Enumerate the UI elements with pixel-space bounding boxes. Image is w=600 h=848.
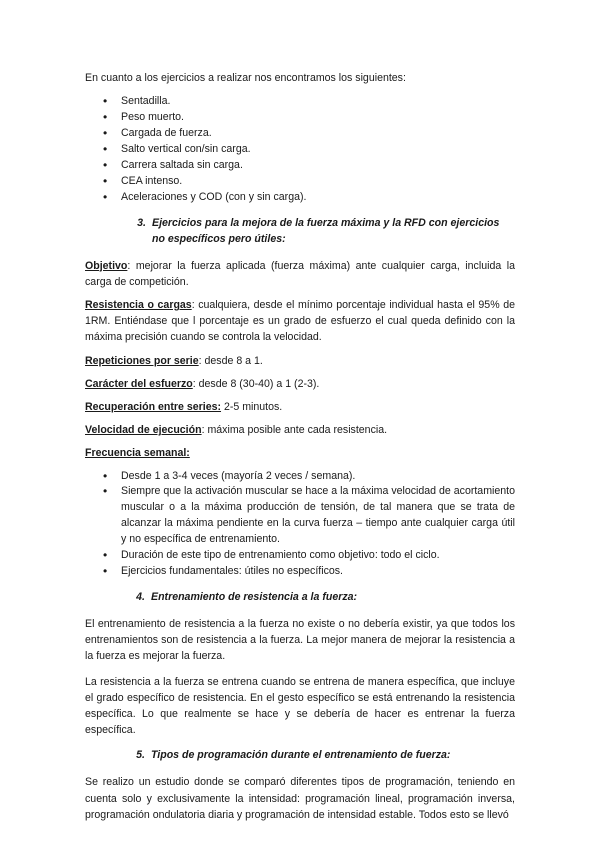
repeticiones-label: Repeticiones por serie bbox=[85, 354, 199, 367]
caracter-text: : desde 8 (30-40) a 1 (2-3). bbox=[192, 377, 320, 390]
list-item: • Cargada de fuerza. bbox=[103, 126, 515, 142]
document-page bbox=[85, 70, 515, 832]
list-item: • Peso muerto. bbox=[103, 110, 515, 126]
velocidad-text: : máxima posible ante cada resistencia. bbox=[201, 424, 388, 437]
frequency-list bbox=[85, 469, 515, 580]
section-number: 5. bbox=[136, 749, 145, 762]
exercise-list bbox=[85, 94, 515, 205]
section-5-paragraph: Se realizo un estudio donde se comparó diferentes tipos de programación, teniendo en cuenta solo y exclusivamente la intensidad: programación lineal, programación inversa, programación ondulatoria diaria y programación de intensidad estable. Todos esto se llevó bbox=[85, 776, 515, 821]
section-number: 3. bbox=[137, 216, 146, 229]
velocidad-paragraph bbox=[85, 422, 515, 438]
resistencia-text: : cualquiera, desde el mínimo porcentaje individual hasta el 95% de 1RM. Entiéndase que l porcentaje es un grado de esfuerzo el cual queda definido con la máxima precisión cuando se controla la velocidad. bbox=[85, 298, 515, 344]
section-4-paragraph: El entrenamiento de resistencia a la fuerza no existe o no debería existir, ya que todos los entrenamientos son de resistencia a la fuerza. La mejor manera de mejorar la resistencia a la fuerza es mejorar la fuerza. bbox=[85, 617, 515, 663]
list-item: • Duración de este tipo de entrenamiento como objetivo: todo el ciclo. bbox=[103, 548, 515, 564]
objetivo-paragraph bbox=[85, 258, 515, 290]
recuperacion-text: 2-5 minutos. bbox=[221, 400, 283, 413]
caracter-paragraph bbox=[85, 376, 515, 392]
velocidad-label: Velocidad de ejecución bbox=[85, 424, 202, 437]
recuperacion-label: Recuperación entre series: bbox=[85, 400, 222, 413]
frecuencia-label: Frecuencia semanal: bbox=[85, 447, 190, 460]
section-4-paragraph: La resistencia a la fuerza se entrena cuando se entrena de manera específica, que incluye el grado específico de resistencia. En el gesto específico se está entrenando la resistencia específica. Lo que realmente se hace y se debería de hacer es entrenar la fuerza específica. bbox=[85, 675, 515, 737]
resistencia-label: Resistencia o cargas bbox=[85, 298, 192, 311]
section-3-heading bbox=[85, 215, 515, 247]
repeticiones-paragraph bbox=[85, 353, 515, 369]
list-item: • Sentadilla. bbox=[103, 94, 515, 110]
objetivo-text: : mejorar la fuerza aplicada (fuerza máxima) ante cualquier carga, incluida la carga de competición. bbox=[85, 259, 515, 288]
recuperacion-paragraph bbox=[85, 399, 515, 415]
section-number: 4. bbox=[136, 590, 145, 603]
section-title: Ejercicios para la mejora de la fuerza máxima y la RFD con ejercicios no específicos pero útiles: bbox=[152, 216, 500, 245]
section-title: Entrenamiento de resistencia a la fuerza: bbox=[151, 590, 358, 603]
list-item: • Carrera saltada sin carga. bbox=[103, 158, 515, 174]
section-4-heading bbox=[85, 589, 515, 605]
section-5-heading bbox=[85, 747, 515, 763]
caracter-label: Carácter del esfuerzo bbox=[85, 377, 193, 390]
list-item: • CEA intenso. bbox=[103, 174, 515, 190]
repeticiones-text: : desde 8 a 1. bbox=[198, 354, 263, 367]
resistencia-paragraph bbox=[85, 297, 515, 346]
list-item: • Salto vertical con/sin carga. bbox=[103, 142, 515, 158]
list-item: • Desde 1 a 3-4 veces (mayoría 2 veces / semana). bbox=[103, 469, 515, 485]
intro-paragraph: En cuanto a los ejercicios a realizar nos encontramos los siguientes: bbox=[85, 72, 406, 84]
list-item: • Ejercicios fundamentales: útiles no específicos. bbox=[103, 564, 515, 580]
objetivo-label: Objetivo bbox=[85, 259, 128, 272]
section-title: Tipos de programación durante el entrenamiento de fuerza: bbox=[151, 749, 451, 762]
frecuencia-paragraph bbox=[85, 445, 515, 461]
list-item: • Siempre que la activación muscular se hace a la máxima velocidad de acortamiento muscular o a la máxima producción de tensión, de tal manera que se trata de alcanzar la máxima pendiente en la curva fuerza – tiempo ante cualquier carga útil y no específica de entrenamiento. bbox=[103, 484, 515, 548]
list-item: • Aceleraciones y COD (con y sin carga). bbox=[103, 190, 515, 206]
